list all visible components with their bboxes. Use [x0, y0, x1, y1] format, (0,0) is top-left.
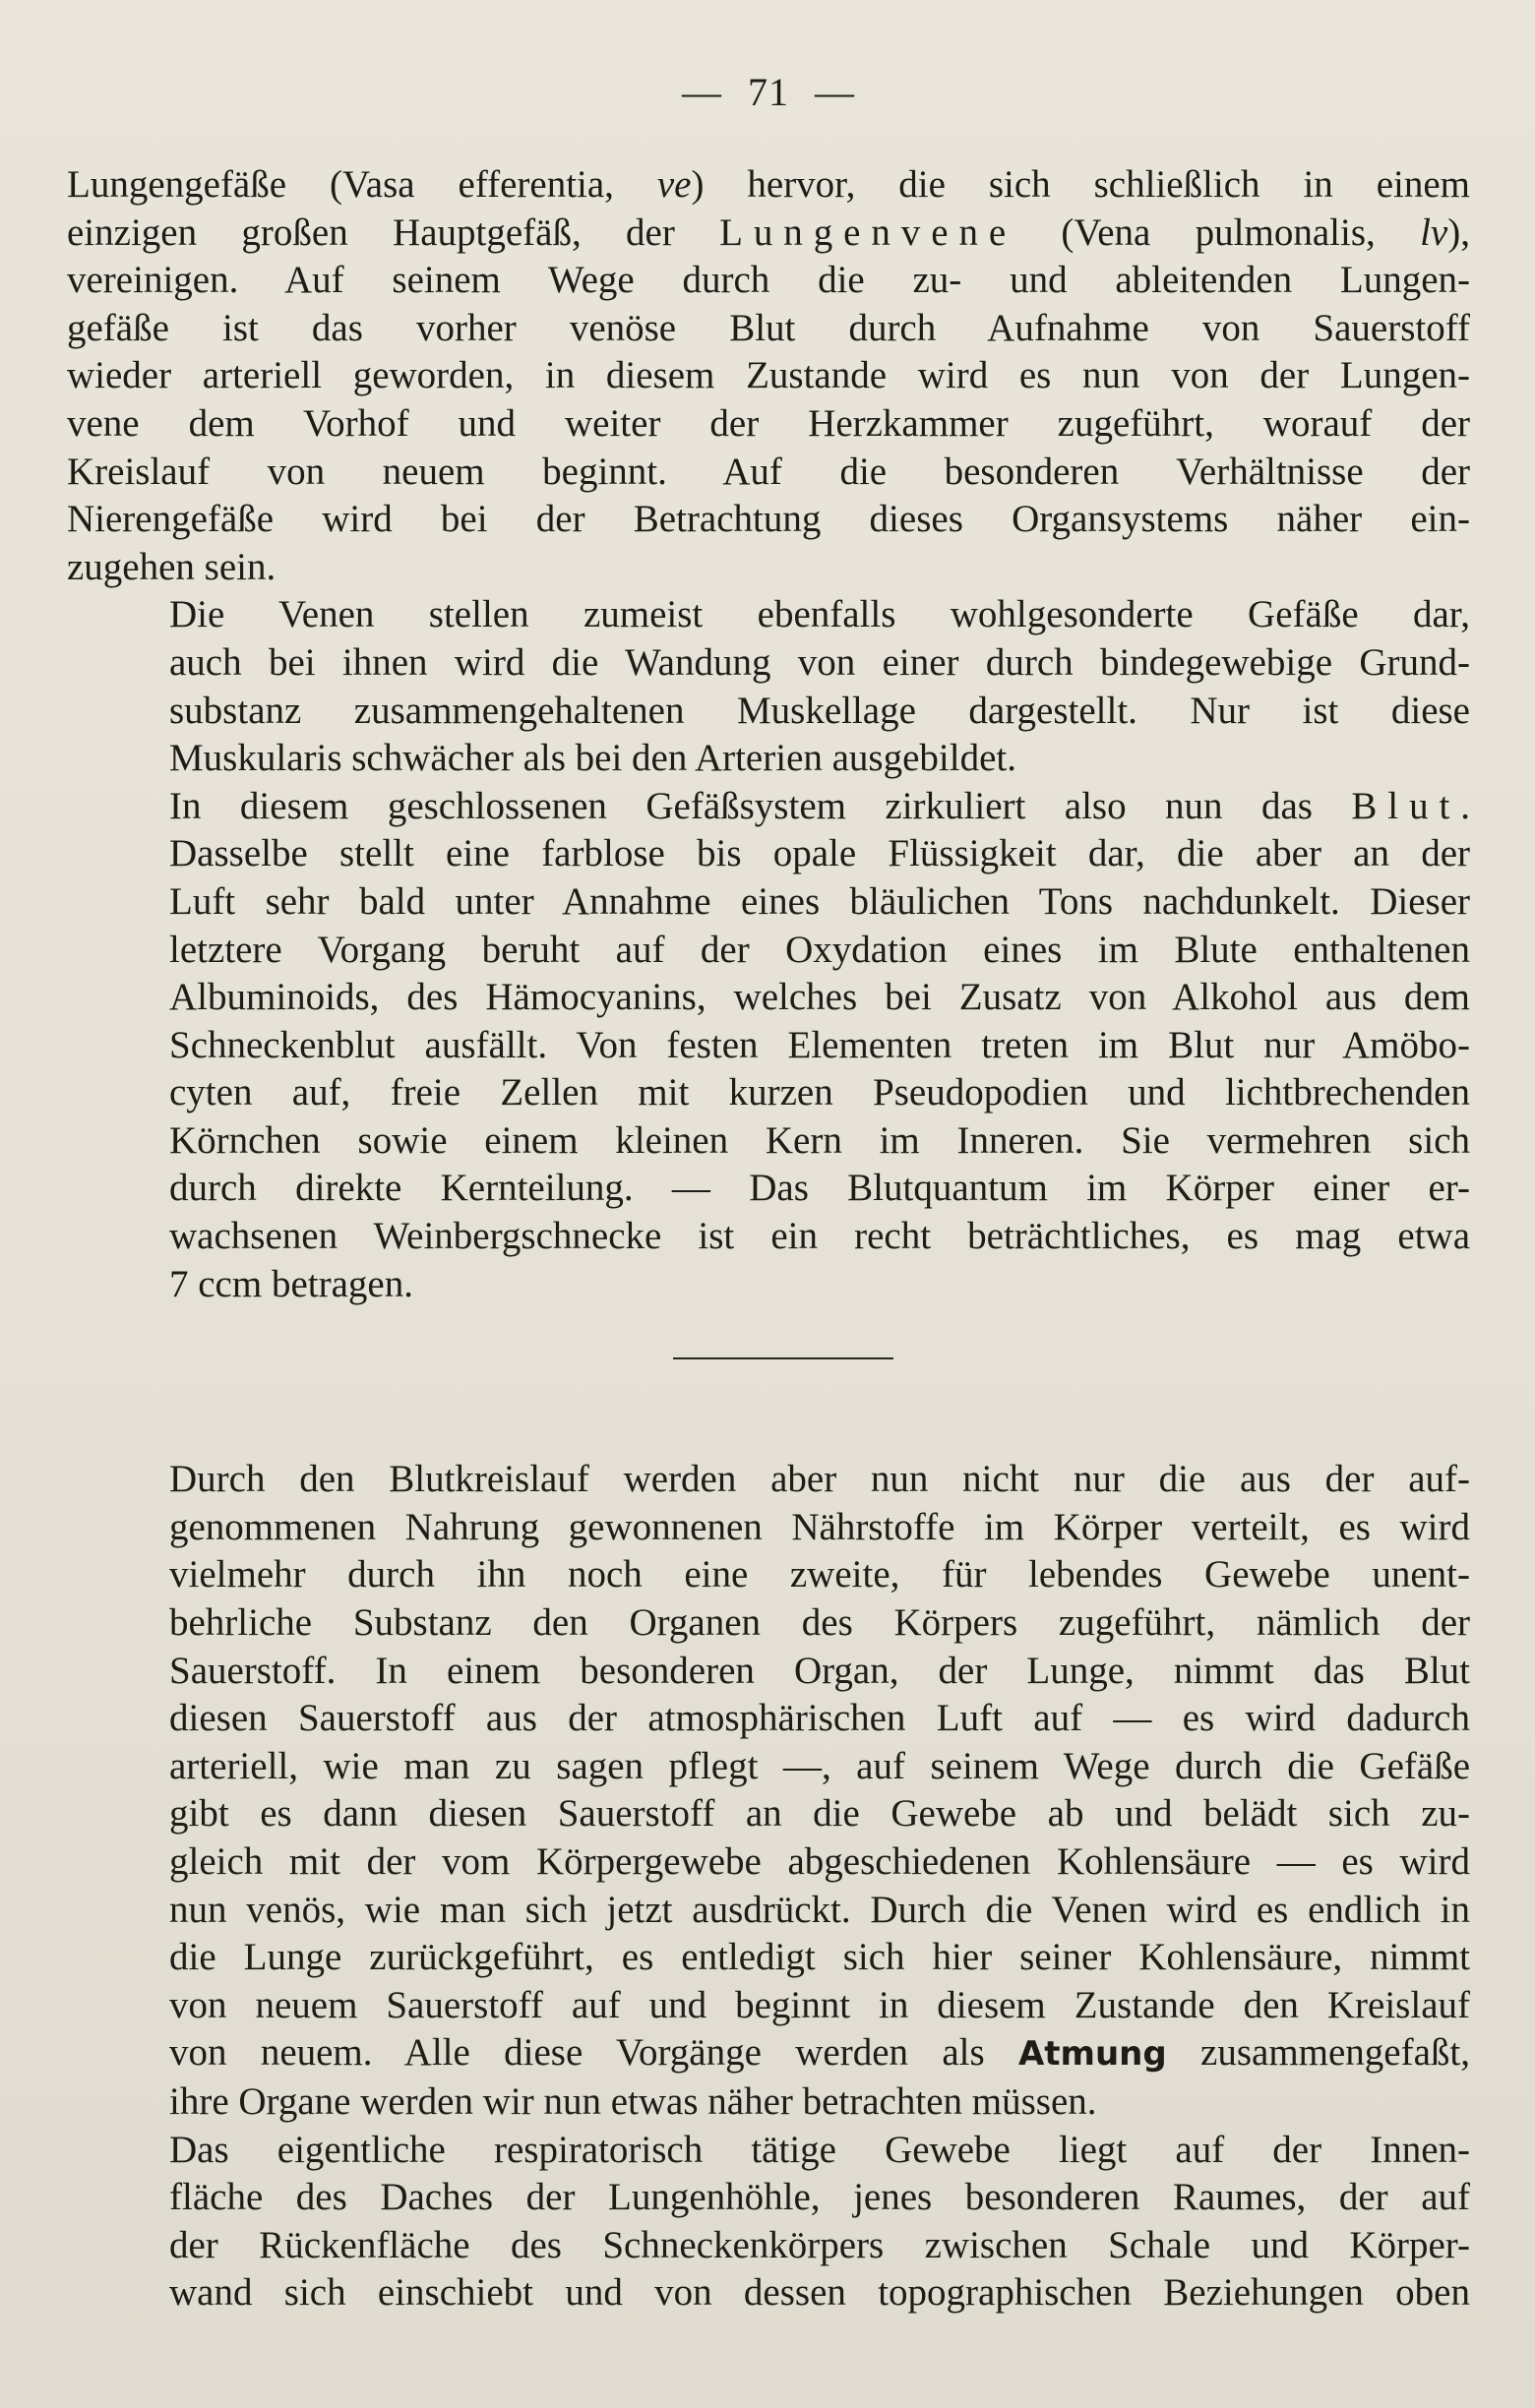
- text-line: Schneckenblut ausfällt. Von festen Elementen treten im Blut nur Amöbo-: [169, 1023, 1470, 1066]
- text-line: auch bei ihnen wird die Wandung von einer durch bindegewebige Grund-: [169, 640, 1470, 684]
- text-line: nun venös, wie man sich jetzt ausdrückt. Durch die Venen wird es endlich in: [169, 1888, 1470, 1931]
- text-line: genommenen Nahrung gewonnenen Nährstoffe im Körper verteilt, es wird: [169, 1505, 1470, 1548]
- text-line: Kreislauf von neuem beginnt. Auf die besonderen Verhältnisse der: [67, 450, 1470, 493]
- text-line: arteriell, wie man zu sagen pflegt —, auf seinem Wege durch die Gefäße: [169, 1744, 1470, 1787]
- section-divider: [67, 1308, 1470, 1456]
- spaced-term: Blut: [1351, 784, 1461, 827]
- text-block-lower: [67, 1456, 1470, 2318]
- page-header: [67, 63, 1470, 161]
- text-line: gibt es dann diesen Sauerstoff an die Gewebe ab und belädt sich zu-: [169, 1792, 1470, 1836]
- text-line: wieder arteriell geworden, in diesem Zustande wird es nun von der Lungen-: [67, 354, 1470, 397]
- text-line: durch direkte Kernteilung. — Das Blutquantum im Körper einer er-: [169, 1167, 1470, 1210]
- text-line: Albuminoids, des Hämocyanins, welches bei Zusatz von Alkohol aus dem: [169, 976, 1470, 1019]
- text-line: der Rückenfläche des Schneckenkörpers zwischen Schale und Körper-: [169, 2223, 1470, 2266]
- paragraph: [67, 783, 1470, 1309]
- paragraph: [67, 161, 1470, 591]
- text-line: Durch den Blutkreislauf werden aber nun nicht nur die aus der auf-: [169, 1458, 1470, 1501]
- text-line: vereinigen. Auf seinem Wege durch die zu- und ableitenden Lungen-: [67, 259, 1470, 302]
- bold-term: Atmung: [1017, 2034, 1167, 2075]
- text-block-upper: [67, 161, 1470, 1308]
- text-line: Dasselbe stellt eine farblose bis opale Flüssigkeit dar, die aber an der: [169, 832, 1470, 875]
- text-line: vene dem Vorhof und weiter der Herzkammer zugeführt, worauf der: [67, 401, 1470, 445]
- text-line: vielmehr durch ihn noch eine zweite, für lebendes Gewebe unent-: [169, 1553, 1470, 1596]
- text-line: diesen Sauerstoff aus der atmosphärischen Luft auf — es wird dadurch: [169, 1697, 1470, 1740]
- text-line: fläche des Daches der Lungenhöhle, jenes besonderen Raumes, der auf: [169, 2176, 1470, 2219]
- paragraph: [67, 2127, 1470, 2318]
- page-number: 71: [748, 70, 789, 114]
- text-line: Lungengefäße (Vasa efferentia, ve) hervor, die sich schließlich in einem: [67, 163, 1470, 206]
- text-line: Das eigentliche respiratorisch tätige Gewebe liegt auf der Innen-: [169, 2128, 1470, 2171]
- italic-label: lv: [1420, 211, 1448, 254]
- text-line: die Lunge zurückgeführt, es entledigt sich hier seiner Kohlensäure, nimmt: [169, 1936, 1470, 1979]
- text-line: substanz zusammengehaltenen Muskellage dargestellt. Nur ist diese: [169, 689, 1470, 732]
- text-line: wand sich einschiebt und von dessen topographischen Beziehungen oben: [169, 2271, 1470, 2315]
- text-line: Körnchen sowie einem kleinen Kern im Inneren. Sie vermehren sich: [169, 1118, 1470, 1162]
- header-dash-left: —: [682, 70, 722, 114]
- paragraph: [67, 1456, 1470, 2126]
- spaced-term: Lungenvene: [719, 211, 1017, 254]
- text-line: cyten auf, freie Zellen mit kurzen Pseudopodien und lichtbrechenden: [169, 1071, 1470, 1114]
- text-line: Nierengefäße wird bei der Betrachtung dieses Organsystems näher ein-: [67, 498, 1470, 541]
- text-line: Sauerstoff. In einem besonderen Organ, der Lunge, nimmt das Blut: [169, 1649, 1470, 1692]
- text-line: Muskularis schwächer als bei den Arterien ausgebildet.: [169, 737, 1016, 780]
- text-line: von neuem Sauerstoff auf und beginnt in diesem Zustande den Kreislauf: [169, 1983, 1470, 2026]
- divider-rule: [673, 1357, 893, 1359]
- text-line: von neuem. Alle diese Vorgänge werden als Atmung zusammengefaßt,: [169, 2031, 1470, 2075]
- text-line: wachsenen Weinbergschnecke ist ein recht beträchtliches, es mag etwa: [169, 1215, 1470, 1258]
- text-line: ihre Organe werden wir nun etwas näher betrachten müssen.: [169, 2079, 1097, 2123]
- text-line: letztere Vorgang beruht auf der Oxydation eines im Blute enthaltenen: [169, 928, 1470, 971]
- text-line: 7 ccm betragen.: [169, 1262, 413, 1305]
- text-line: einzigen großen Hauptgefäß, der Lungenvene (Vena pulmonalis, lv),: [67, 211, 1470, 254]
- text-line: zugehen sein.: [67, 545, 276, 588]
- text-line: Die Venen stellen zumeist ebenfalls wohlgesonderte Gefäße dar,: [169, 593, 1470, 636]
- paragraph: [67, 591, 1470, 782]
- italic-label: ve: [656, 163, 692, 206]
- text-line: gleich mit der vom Körpergewebe abgeschiedenen Kohlensäure — es wird: [169, 1840, 1470, 1883]
- text-line: Luft sehr bald unter Annahme eines bläulichen Tons nachdunkelt. Dieser: [169, 879, 1470, 923]
- text-line: behrliche Substanz den Organen des Körpers zugeführt, nämlich der: [169, 1601, 1470, 1645]
- header-dash-right: —: [815, 70, 855, 114]
- text-line: In diesem geschlossenen Gefäßsystem zirkuliert also nun das Blut.: [169, 784, 1470, 827]
- text-line: gefäße ist das vorher venöse Blut durch Aufnahme von Sauerstoff: [67, 306, 1470, 349]
